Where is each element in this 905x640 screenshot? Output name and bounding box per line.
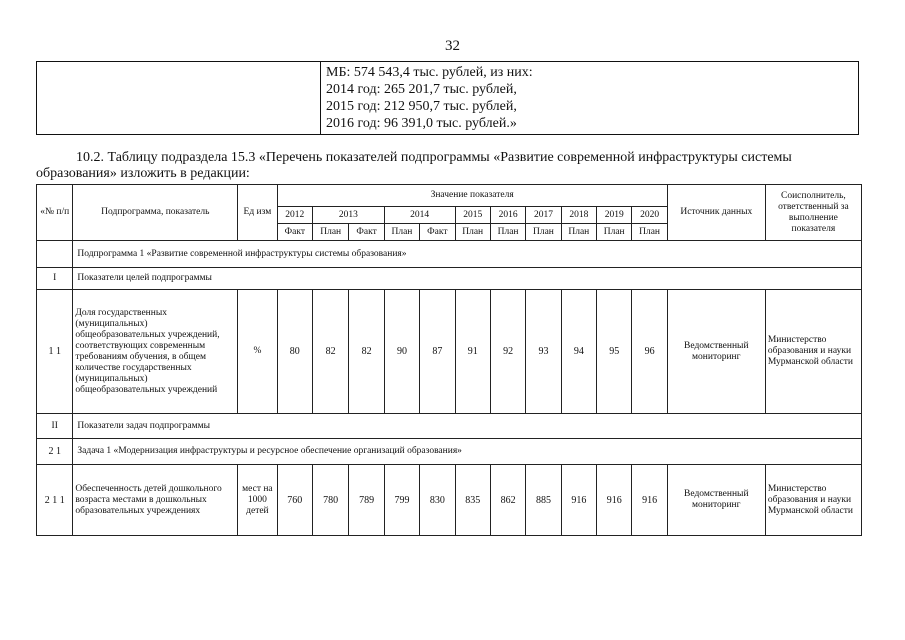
row-1-1-indicator: Доля государственных (муниципальных) общеобразовательных учреждений, соответствующих современным требованиям обучения, в общем количестве государственных (муниципальных) общеобразовательных учреждений — [73, 290, 238, 414]
row-2-1-1-source: Ведомственный мониторинг — [667, 465, 765, 536]
value-cell: 789 — [349, 465, 384, 536]
row-2-1-1-coexecutor: Министерство образования и науки Мурманской области — [765, 465, 861, 536]
value-cell: 916 — [597, 465, 632, 536]
header-source: Источник данных — [667, 185, 765, 241]
header-num: «№ п/п — [37, 185, 73, 241]
header-year-2020: 2020 — [632, 207, 667, 224]
value-cell: 93 — [526, 290, 561, 414]
value-cell: 780 — [312, 465, 348, 536]
value-cell: 760 — [277, 465, 312, 536]
section-1-title: Показатели целей подпрограммы — [73, 268, 862, 290]
funding-line-2015: 2015 год: 212 950,7 тыс. рублей, — [326, 99, 517, 114]
row-1-1-source: Ведомственный мониторинг — [667, 290, 765, 414]
value-cell: 92 — [490, 290, 525, 414]
heading-line-1: 10.2. Таблицу подраздела 15.3 «Перечень показателей подпрограммы «Развитие современной инфраструктуры системы — [76, 150, 792, 165]
row-2-1-1-unit: мест на 1000 детей — [238, 465, 277, 536]
page-number: 32 — [445, 38, 460, 54]
subheader-cell: План — [561, 224, 596, 241]
task-1-title: Задача 1 «Модернизация инфраструктуры и ресурсное обеспечение организаций образования» — [73, 439, 862, 465]
header-year-2012: 2012 — [277, 207, 312, 224]
row-2-1-1-indicator: Обеспеченность детей дошкольного возраста местами в дошкольных образовательных учреждениях — [73, 465, 238, 536]
funding-line-2016: 2016 год: 96 391,0 тыс. рублей.» — [326, 116, 517, 131]
subheader-cell: Факт — [420, 224, 455, 241]
subheader-cell: План — [312, 224, 348, 241]
section-2-num: II — [37, 414, 73, 439]
value-cell: 90 — [384, 290, 419, 414]
value-cell: 799 — [384, 465, 419, 536]
task-1-num: 2 1 — [37, 439, 73, 465]
value-cell: 95 — [597, 290, 632, 414]
header-year-2019: 2019 — [597, 207, 632, 224]
subheader-cell: План — [597, 224, 632, 241]
subprogram-row: Подпрограмма 1 «Развитие современной инфраструктуры системы образования» — [73, 241, 862, 268]
header-year-2013: 2013 — [312, 207, 384, 224]
subheader-cell: Факт — [349, 224, 384, 241]
header-unit: Ед изм — [238, 185, 277, 241]
heading-line-2: образования» изложить в редакции: — [36, 166, 250, 181]
subprogram-num-cell — [37, 241, 73, 268]
funding-cell — [321, 62, 859, 135]
value-cell: 916 — [561, 465, 596, 536]
subheader-cell: План — [384, 224, 419, 241]
header-coexecutor: Соисполнитель, ответственный за выполнение показателя — [765, 185, 861, 241]
value-cell: 862 — [490, 465, 525, 536]
row-1-1-unit: % — [238, 290, 277, 414]
header-year-2014: 2014 — [384, 207, 455, 224]
value-cell: 916 — [632, 465, 667, 536]
empty-left-cell — [37, 62, 321, 135]
subheader-cell: План — [455, 224, 490, 241]
value-cell: 87 — [420, 290, 455, 414]
row-2-1-1-num: 2 1 1 — [37, 465, 73, 536]
section-2-title: Показатели задач подпрограммы — [73, 414, 862, 439]
value-cell: 82 — [312, 290, 348, 414]
funding-line-total: МБ: 574 543,4 тыс. рублей, из них: — [326, 65, 533, 80]
value-cell: 830 — [420, 465, 455, 536]
value-cell: 835 — [455, 465, 490, 536]
row-1-1-num: 1 1 — [37, 290, 73, 414]
row-1-1-coexecutor: Министерство образования и науки Мурманской области — [765, 290, 861, 414]
section-1-num: I — [37, 268, 73, 290]
header-year-2018: 2018 — [561, 207, 596, 224]
header-year-2015: 2015 — [455, 207, 490, 224]
header-value-group: Значение показателя — [277, 185, 667, 207]
value-cell: 91 — [455, 290, 490, 414]
value-cell: 82 — [349, 290, 384, 414]
funding-line-2014: 2014 год: 265 201,7 тыс. рублей, — [326, 82, 517, 97]
value-cell: 885 — [526, 465, 561, 536]
header-year-2017: 2017 — [526, 207, 561, 224]
subheader-cell: План — [490, 224, 525, 241]
subheader-cell: План — [526, 224, 561, 241]
value-cell: 96 — [632, 290, 667, 414]
header-indicator: Подпрограмма, показатель — [73, 185, 238, 241]
value-cell: 94 — [561, 290, 596, 414]
value-cell: 80 — [277, 290, 312, 414]
funding-continuation-table — [36, 61, 859, 135]
indicators-table — [36, 184, 862, 536]
header-year-2016: 2016 — [490, 207, 525, 224]
subheader-cell: План — [632, 224, 667, 241]
subheader-cell: Факт — [277, 224, 312, 241]
amendment-heading — [36, 150, 866, 182]
